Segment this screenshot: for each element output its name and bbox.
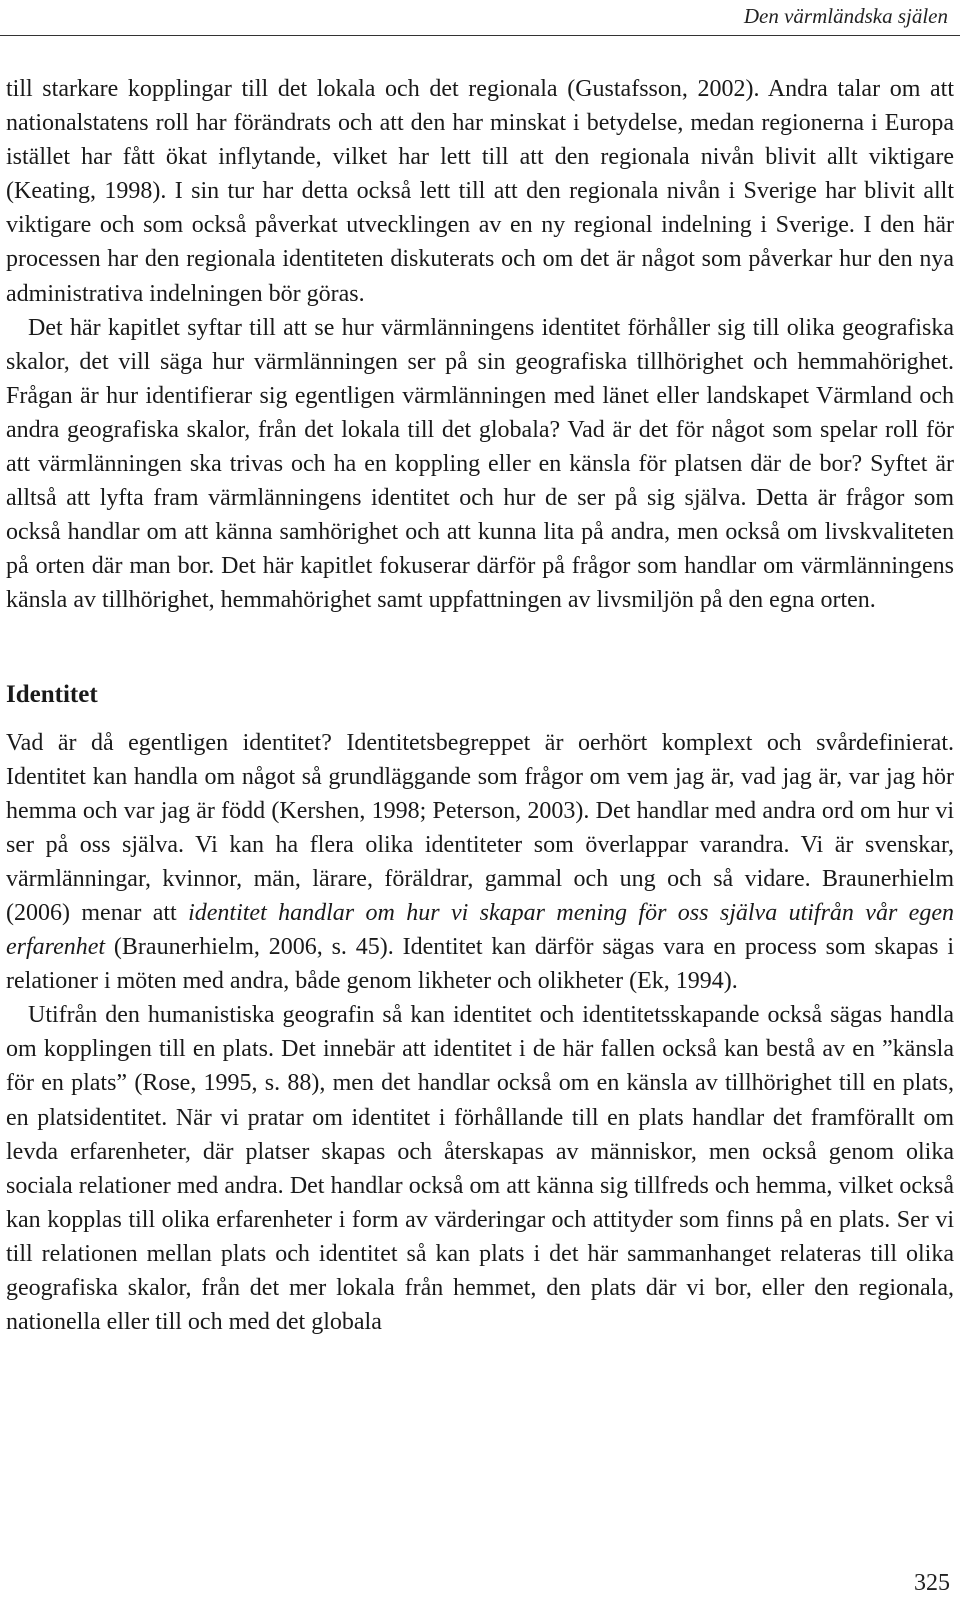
header-rule: [0, 35, 960, 36]
paragraph-identity-text-end: (Braunerhielm, 2006, s. 45). Identitet kan därför sägas vara en process som skapas i relationer i möten med andra, både genom likheter och olikheter (Ek, 1994).: [6, 934, 954, 995]
paragraph-chapter-aim: Det här kapitlet syftar till att se hur värmlänningens identitet förhåller sig till olika geografiska skalor, det vill säga hur värmlänningen ser på sin geografiska tillhörighet och hemmahörighet. Frågan är hur identifierar sig egentligen värmlänningen med länet eller landskapet Värmland och andra geografiska skalor, från det lokala till det globala? Vad är det för något som spelar roll för att värmlänningen ska trivas och ha en koppling eller en känsla för platsen där de bor? Syftet är alltså att lyfta fram värmlänningens identitet och hur de ser på sig själva. Detta är frågor som också handlar om att känna samhörighet och att kunna lita på andra, men också om livskvaliteten på orten där man bor. Det här kapitlet fokuserar därför på frågor som handlar om värmlänningens känsla av tillhörighet, hemmahörighet samt uppfattningen av livsmiljön på den egna orten.: [6, 314, 954, 614]
running-header-title: Den värmländska själen: [743, 4, 948, 28]
body-text: [6, 72, 954, 1339]
paragraph-place-identity: Utifrån den humanistiska geografin så kan identitet och identitetsskapande också sägas handla om kopplingen till en plats. Det innebär att identitet i de här fallen också kan bestå av en ”känsla för en plats” (Rose, 1995, s. 88), men det handlar också om en känsla av tillhörighet till en plats, en platsidentitet. När vi pratar om identitet i förhållande till en plats handlar det framförallt om levda erfarenheter, där platser skapas och återskapas av människor, men också genom olika sociala relationer med andra. Det handlar också om att känna sig tillfreds och hemma, vilket också kan kopplas till olika erfarenheter i form av värderingar och attityder som finns på en plats. Ser vi till relationen mellan plats och identitet så kan plats i det här sammanhanget relateras till olika geografiska skalor, från det mer lokala från hemmet, den plats där vi bor, eller den regionala, nationella eller till och med det globala: [6, 1002, 954, 1336]
paragraph-intro-continued: till starkare kopplingar till det lokala och det regionala (Gustafsson, 2002). Andra talar om att nationalstatens roll har förändrats och att den har minskat i betydelse, medan regionerna i Europa istället har fått ökat inflytande, vilket har lett till att den regionala nivån blivit allt viktigare (Keating, 1998). I sin tur har detta också lett till att den regionala nivån i Sverige har blivit allt viktigare och som också påverkat utvecklingen av en ny regional indelning i Sverige. I den här processen har den regionala identiteten diskuterats och om det är något som påverkar hur den nya administrativa indelningen bör göras.: [6, 76, 954, 307]
page-number: 325: [914, 1570, 950, 1596]
paragraph-identity-definition: [6, 726, 954, 999]
italic-quote: identitet handlar om hur vi skapar mening för oss själva utifrån vår egen erfarenhet: [6, 899, 954, 961]
paragraph-identity-text-start: Vad är då egentligen identitet? Identitetsbegreppet är oerhört komplext och svårdefinierat. Identitet kan handla om något så grundläggande som frågor om vem jag är, vad jag är, var jag hör hemma och var jag är född (Kershen, 1998; Peterson, 2003). Det handlar med andra ord om hur vi ser på oss själva. Vi kan ha flera olika identiteter som överlappar varandra. Vi är svenskar, värmlänningar, kvinnor, män, lärare, föräldrar, gammal och ung och så vidare. Braunerhielm (2006) menar att: [6, 729, 954, 926]
section-heading-identitet: Identitet: [6, 680, 98, 708]
